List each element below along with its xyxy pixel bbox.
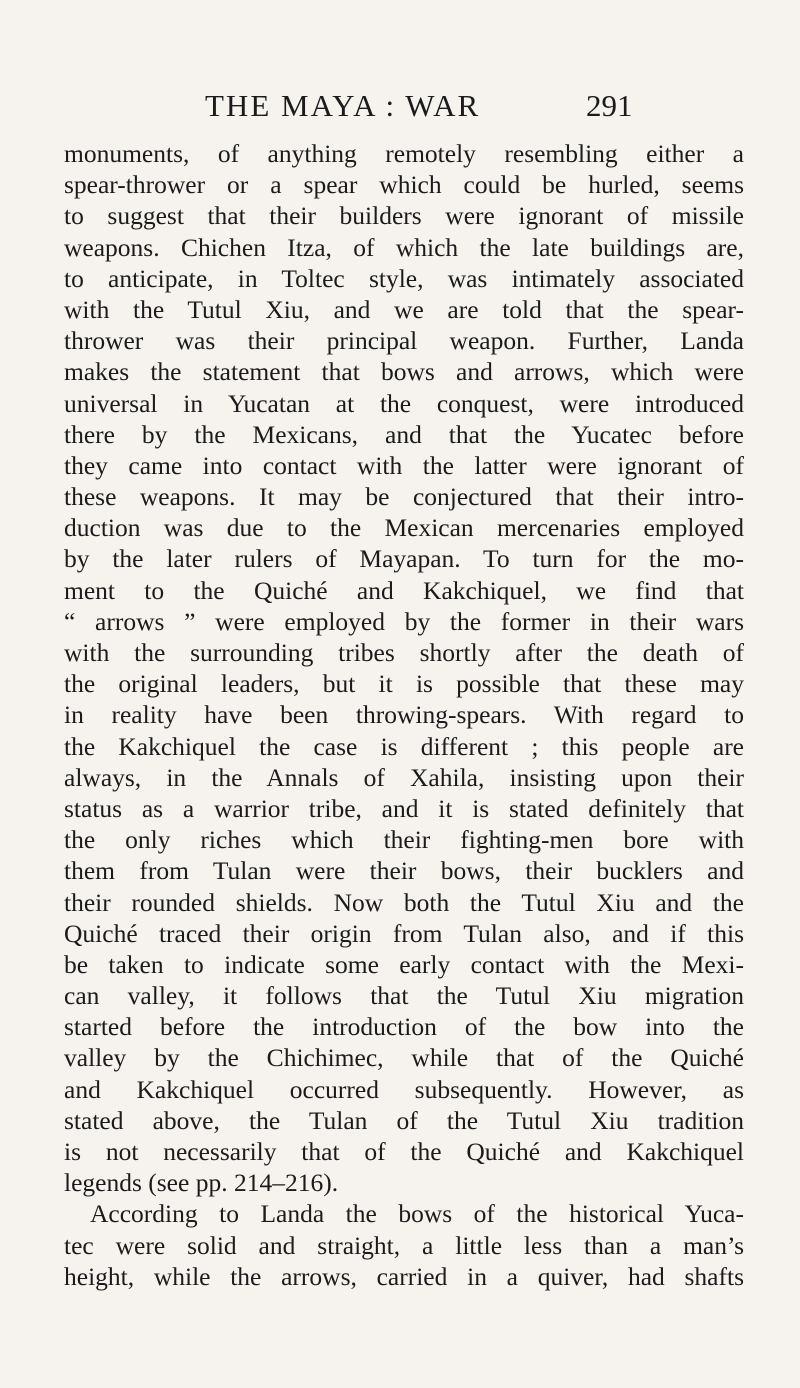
text-line: them from Tulan were their bows, their bucklers and	[64, 856, 744, 886]
text-line: monuments, of anything remotely resembling either a	[64, 139, 744, 168]
text-line: they came into contact with the latter were ignorant of	[64, 450, 744, 480]
text-line: these weapons. It may be conjectured that their intro-	[64, 482, 744, 512]
text-line: legends (see pp. 214–216).	[64, 1168, 339, 1198]
running-title: THE MAYA : WAR	[205, 88, 481, 123]
text-line: duction was due to the Mexican mercenaries employed	[64, 513, 744, 543]
text-line: valley by the Chichimec, while that of the Quiché	[64, 1043, 744, 1073]
text-line: with the surrounding tribes shortly after the death of	[64, 638, 744, 667]
text-line: ment to the Quiché and Kakchiquel, we find that	[64, 575, 744, 605]
text-line: in reality have been throwing-spears. With regard to	[64, 700, 744, 730]
text-line: the only riches which their fighting-men bore with	[64, 825, 744, 855]
text-line: and Kakchiquel occurred subsequently. However, as	[64, 1074, 744, 1104]
text-line: to anticipate, in Toltec style, was intimately associated	[64, 263, 744, 293]
text-line: spear-thrower or a spear which could be hurled, seems	[64, 170, 744, 200]
text-line: with the Tutul Xiu, and we are told that the spear-	[64, 294, 744, 324]
text-line: their rounded shields. Now both the Tutul Xiu and the	[64, 887, 744, 917]
text-line: weapons. Chichen Itza, of which the late buildings are,	[64, 232, 744, 262]
text-line: stated above, the Tulan of the Tutul Xiu tradition	[64, 1105, 744, 1135]
text-line: makes the statement that bows and arrows, which were	[64, 357, 744, 387]
text-line: the original leaders, but it is possible that these may	[64, 669, 744, 699]
text-line: to suggest that their builders were ignorant of missile	[64, 201, 744, 231]
text-line: status as a warrior tribe, and it is stated definitely that	[64, 793, 744, 823]
text-line: “ arrows ” were employed by the former in their wars	[64, 606, 744, 636]
text-line: height, while the arrows, carried in a quiver, had shafts	[64, 1261, 744, 1291]
body-text	[64, 138, 744, 1292]
page-number: 291	[586, 88, 633, 123]
text-line: always, in the Annals of Xahila, insisting upon their	[64, 762, 744, 792]
text-line: is not necessarily that of the Quiché and Kakchiquel	[64, 1137, 744, 1166]
text-line: thrower was their principal weapon. Further, Landa	[64, 326, 744, 356]
text-line: can valley, it follows that the Tutul Xiu migration	[64, 981, 744, 1011]
text-line: universal in Yucatan at the conquest, were introduced	[64, 388, 744, 418]
text-line: started before the introduction of the bow into the	[64, 1012, 744, 1042]
text-line: by the later rulers of Mayapan. To turn for the mo-	[64, 544, 744, 574]
text-line: tec were solid and straight, a little less than a man’s	[64, 1230, 744, 1260]
text-line: the Kakchiquel the case is different ; this people are	[64, 731, 744, 761]
running-head	[0, 86, 800, 126]
text-line: there by the Mexicans, and that the Yucatec before	[64, 419, 744, 449]
text-line: be taken to indicate some early contact with the Mexi-	[64, 949, 744, 979]
paragraph-start-line: According to Landa the bows of the historical Yuca-	[90, 1199, 744, 1229]
text-line: Quiché traced their origin from Tulan also, and if this	[64, 918, 744, 948]
